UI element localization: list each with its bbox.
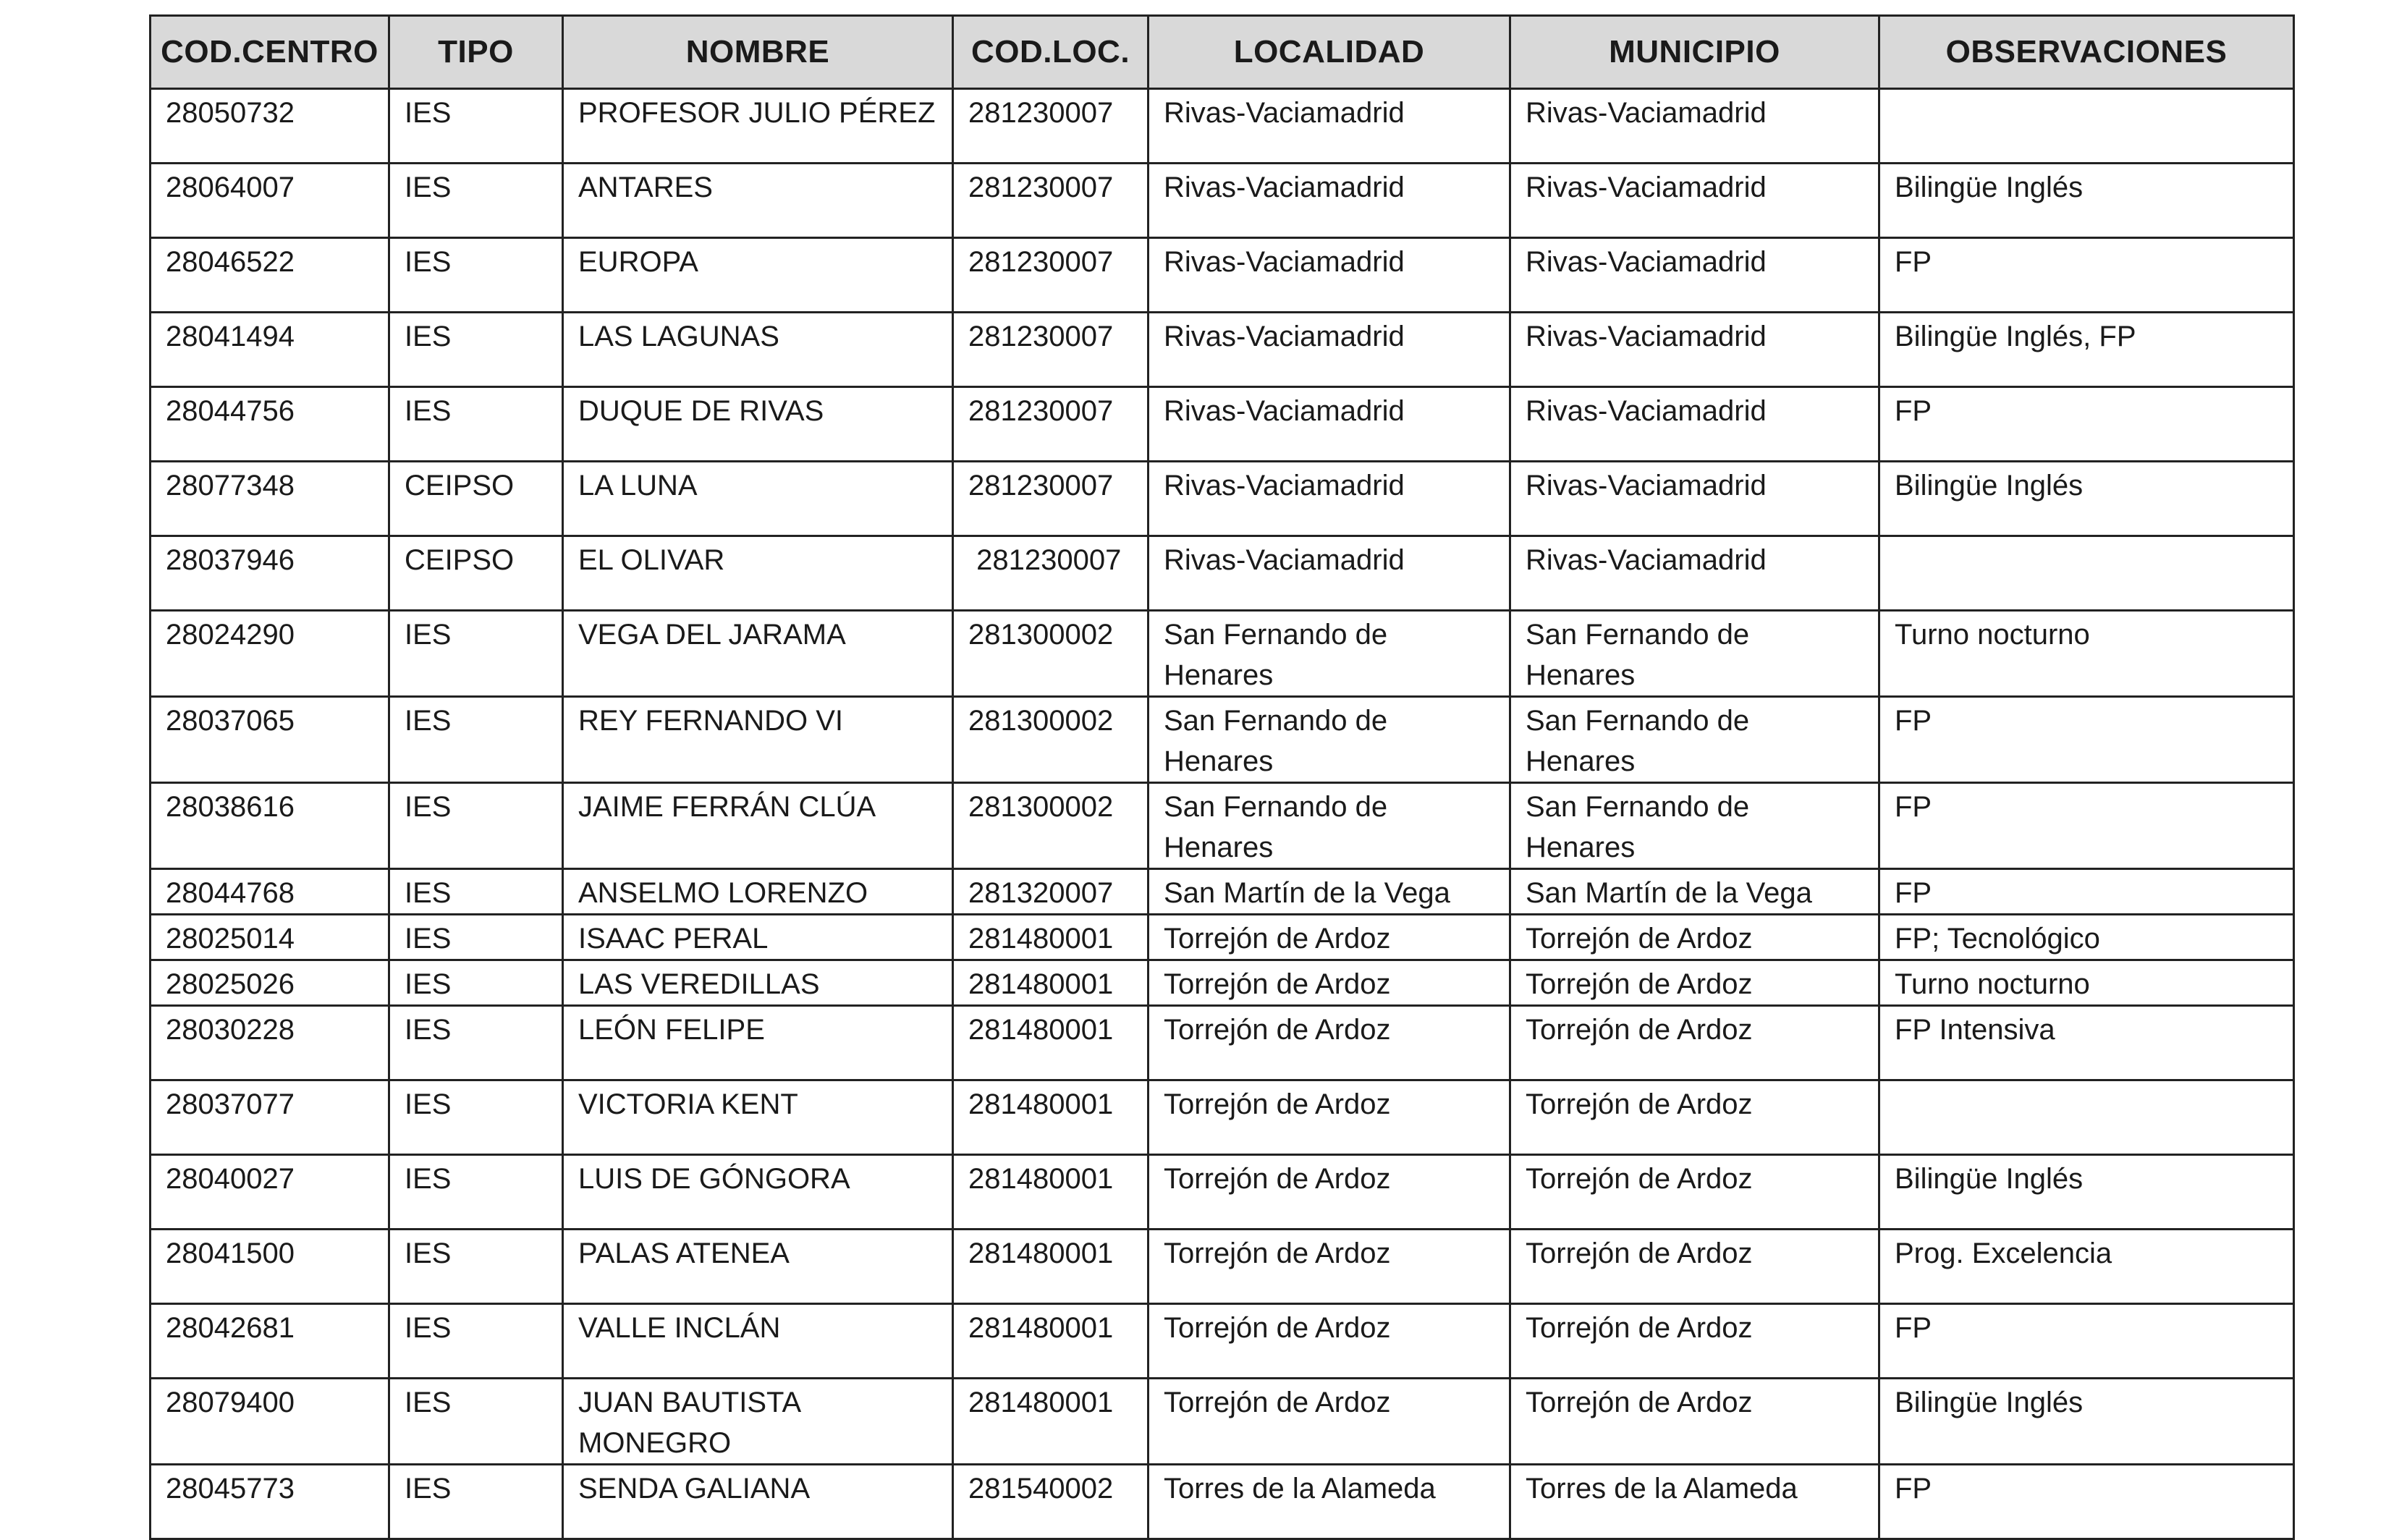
cell-cod-centro: 28025014 [151, 915, 389, 960]
cell-localidad: San Fernando de Henares [1149, 783, 1510, 869]
table-row [151, 915, 2294, 960]
cell-nombre: EUROPA [563, 238, 953, 313]
cell-tipo: IES [389, 611, 563, 697]
cell-localidad: Torrejón de Ardoz [1149, 1304, 1510, 1379]
table-row [151, 611, 2294, 697]
cell-localidad: San Fernando de Henares [1149, 697, 1510, 783]
cell-municipio: Torrejón de Ardoz [1510, 1155, 1879, 1230]
cell-tipo: IES [389, 1155, 563, 1230]
cell-municipio: Rivas-Vaciamadrid [1510, 89, 1879, 164]
cell-nombre: PALAS ATENEA [563, 1230, 953, 1304]
table-row [151, 164, 2294, 238]
cell-cod-loc: 281230007 [953, 164, 1149, 238]
cell-cod-centro: 28030228 [151, 1006, 389, 1080]
cell-cod-loc: 281230007 [953, 313, 1149, 387]
cell-nombre: LUIS DE GÓNGORA [563, 1155, 953, 1230]
cell-observaciones: FP; Tecnológico [1879, 915, 2294, 960]
cell-municipio: Rivas-Vaciamadrid [1510, 462, 1879, 536]
cell-localidad: Torrejón de Ardoz [1149, 960, 1510, 1006]
cell-tipo: IES [389, 89, 563, 164]
cell-cod-centro: 28064007 [151, 164, 389, 238]
header-municipio: MUNICIPIO [1510, 16, 1879, 89]
table-row [151, 387, 2294, 462]
cell-cod-centro: 28037946 [151, 536, 389, 611]
cell-cod-loc: 281320007 [953, 869, 1149, 915]
cell-tipo: IES [389, 1379, 563, 1465]
cell-municipio: Rivas-Vaciamadrid [1510, 313, 1879, 387]
cell-nombre: ISAAC PERAL [563, 915, 953, 960]
header-localidad: LOCALIDAD [1149, 16, 1510, 89]
cell-tipo: IES [389, 1230, 563, 1304]
cell-tipo: CEIPSO [389, 462, 563, 536]
cell-nombre: EL OLIVAR [563, 536, 953, 611]
cell-cod-centro: 28041494 [151, 313, 389, 387]
table-row [151, 1155, 2294, 1230]
cell-localidad: Torrejón de Ardoz [1149, 1230, 1510, 1304]
cell-municipio: Torrejón de Ardoz [1510, 960, 1879, 1006]
table-row [151, 313, 2294, 387]
cell-cod-centro: 28079400 [151, 1379, 389, 1465]
cell-localidad: Torrejón de Ardoz [1149, 1379, 1510, 1465]
cell-cod-centro: 28042681 [151, 1304, 389, 1379]
cell-cod-loc: 281300002 [953, 697, 1149, 783]
cell-observaciones: Turno nocturno [1879, 960, 2294, 1006]
cell-cod-centro: 28040027 [151, 1155, 389, 1230]
table-row [151, 1006, 2294, 1080]
cell-cod-loc: 281480001 [953, 1006, 1149, 1080]
cell-nombre: VEGA DEL JARAMA [563, 611, 953, 697]
table-row [151, 1465, 2294, 1539]
cell-cod-centro: 28038616 [151, 783, 389, 869]
cell-municipio: San Fernando de Henares [1510, 783, 1879, 869]
cell-nombre: PROFESOR JULIO PÉREZ [563, 89, 953, 164]
centros-table [149, 14, 2295, 1540]
cell-observaciones: FP Intensiva [1879, 1006, 2294, 1080]
table-row [151, 1080, 2294, 1155]
cell-tipo: IES [389, 1006, 563, 1080]
cell-municipio: Torrejón de Ardoz [1510, 1379, 1879, 1465]
cell-cod-centro: 28050732 [151, 89, 389, 164]
cell-observaciones: FP [1879, 238, 2294, 313]
cell-observaciones: FP [1879, 697, 2294, 783]
cell-cod-loc: 281230007 [953, 89, 1149, 164]
cell-localidad: Rivas-Vaciamadrid [1149, 387, 1510, 462]
cell-observaciones: Bilingüe Inglés [1879, 1155, 2294, 1230]
cell-cod-centro: 28044756 [151, 387, 389, 462]
table-row [151, 1379, 2294, 1465]
cell-localidad: Rivas-Vaciamadrid [1149, 164, 1510, 238]
cell-observaciones: Prog. Excelencia [1879, 1230, 2294, 1304]
cell-municipio: Torrejón de Ardoz [1510, 1230, 1879, 1304]
cell-cod-loc: 281230007 [953, 238, 1149, 313]
cell-municipio: Torrejón de Ardoz [1510, 915, 1879, 960]
header-cod-loc: COD.LOC. [953, 16, 1149, 89]
cell-cod-loc: 281300002 [953, 611, 1149, 697]
header-nombre: NOMBRE [563, 16, 953, 89]
cell-observaciones: FP [1879, 869, 2294, 915]
header-cod-centro: COD.CENTRO [151, 16, 389, 89]
cell-cod-centro: 28037077 [151, 1080, 389, 1155]
table-row [151, 1230, 2294, 1304]
cell-nombre: VICTORIA KENT [563, 1080, 953, 1155]
cell-nombre: JUAN BAUTISTA MONEGRO [563, 1379, 953, 1465]
cell-nombre: LAS VEREDILLAS [563, 960, 953, 1006]
table-row [151, 536, 2294, 611]
cell-cod-loc: 281300002 [953, 783, 1149, 869]
table-row [151, 869, 2294, 915]
cell-observaciones: FP [1879, 1304, 2294, 1379]
cell-cod-centro: 28077348 [151, 462, 389, 536]
cell-municipio: San Fernando de Henares [1510, 697, 1879, 783]
cell-observaciones: Turno nocturno [1879, 611, 2294, 697]
cell-cod-loc: 281480001 [953, 915, 1149, 960]
cell-nombre: REY FERNANDO VI [563, 697, 953, 783]
cell-localidad: Rivas-Vaciamadrid [1149, 536, 1510, 611]
cell-tipo: IES [389, 313, 563, 387]
cell-tipo: IES [389, 869, 563, 915]
cell-cod-centro: 28025026 [151, 960, 389, 1006]
cell-cod-loc: 281480001 [953, 1304, 1149, 1379]
cell-municipio: Torrejón de Ardoz [1510, 1080, 1879, 1155]
cell-nombre: ANTARES [563, 164, 953, 238]
cell-observaciones: Bilingüe Inglés, FP [1879, 313, 2294, 387]
table-row [151, 697, 2294, 783]
cell-cod-loc: 281230007 [953, 462, 1149, 536]
cell-tipo: IES [389, 915, 563, 960]
cell-municipio: San Martín de la Vega [1510, 869, 1879, 915]
cell-tipo: IES [389, 387, 563, 462]
cell-tipo: IES [389, 1465, 563, 1539]
cell-observaciones: Bilingüe Inglés [1879, 164, 2294, 238]
table-row [151, 238, 2294, 313]
cell-tipo: IES [389, 1080, 563, 1155]
cell-localidad: Torres de la Alameda [1149, 1465, 1510, 1539]
cell-municipio: Rivas-Vaciamadrid [1510, 164, 1879, 238]
cell-tipo: IES [389, 1304, 563, 1379]
cell-localidad: Torrejón de Ardoz [1149, 1080, 1510, 1155]
cell-tipo: IES [389, 164, 563, 238]
cell-cod-loc: 281230007 [953, 387, 1149, 462]
cell-nombre: SENDA GALIANA [563, 1465, 953, 1539]
table-row [151, 1304, 2294, 1379]
cell-observaciones [1879, 536, 2294, 611]
cell-cod-loc: 281230007 [953, 536, 1149, 611]
cell-observaciones: FP [1879, 1465, 2294, 1539]
table-header-row [151, 16, 2294, 89]
cell-localidad: Rivas-Vaciamadrid [1149, 313, 1510, 387]
cell-nombre: DUQUE DE RIVAS [563, 387, 953, 462]
cell-cod-centro: 28046522 [151, 238, 389, 313]
table-row [151, 960, 2294, 1006]
cell-municipio: Rivas-Vaciamadrid [1510, 536, 1879, 611]
cell-tipo: IES [389, 238, 563, 313]
cell-localidad: Rivas-Vaciamadrid [1149, 238, 1510, 313]
centros-table-container [149, 14, 2293, 1540]
cell-cod-loc: 281480001 [953, 1230, 1149, 1304]
cell-nombre: LEÓN FELIPE [563, 1006, 953, 1080]
cell-cod-centro: 28044768 [151, 869, 389, 915]
cell-localidad: Torrejón de Ardoz [1149, 1006, 1510, 1080]
cell-cod-loc: 281540002 [953, 1465, 1149, 1539]
cell-cod-loc: 281480001 [953, 1379, 1149, 1465]
cell-cod-centro: 28045773 [151, 1465, 389, 1539]
cell-cod-centro: 28024290 [151, 611, 389, 697]
cell-cod-centro: 28037065 [151, 697, 389, 783]
cell-cod-centro: 28041500 [151, 1230, 389, 1304]
cell-localidad: San Martín de la Vega [1149, 869, 1510, 915]
cell-municipio: Torres de la Alameda [1510, 1465, 1879, 1539]
cell-cod-loc: 281480001 [953, 960, 1149, 1006]
cell-cod-loc: 281480001 [953, 1155, 1149, 1230]
table-row [151, 89, 2294, 164]
cell-cod-loc: 281480001 [953, 1080, 1149, 1155]
cell-observaciones: Bilingüe Inglés [1879, 462, 2294, 536]
cell-localidad: Rivas-Vaciamadrid [1149, 89, 1510, 164]
cell-tipo: IES [389, 697, 563, 783]
header-observaciones: OBSERVACIONES [1879, 16, 2294, 89]
cell-localidad: San Fernando de Henares [1149, 611, 1510, 697]
cell-municipio: Torrejón de Ardoz [1510, 1006, 1879, 1080]
header-tipo: TIPO [389, 16, 563, 89]
cell-municipio: San Fernando de Henares [1510, 611, 1879, 697]
cell-observaciones: FP [1879, 783, 2294, 869]
cell-observaciones: Bilingüe Inglés [1879, 1379, 2294, 1465]
cell-nombre: VALLE INCLÁN [563, 1304, 953, 1379]
cell-tipo: IES [389, 783, 563, 869]
table-row [151, 462, 2294, 536]
cell-observaciones [1879, 89, 2294, 164]
cell-tipo: CEIPSO [389, 536, 563, 611]
cell-nombre: LAS LAGUNAS [563, 313, 953, 387]
cell-tipo: IES [389, 960, 563, 1006]
cell-nombre: JAIME FERRÁN CLÚA [563, 783, 953, 869]
cell-observaciones: FP [1879, 387, 2294, 462]
cell-nombre: ANSELMO LORENZO [563, 869, 953, 915]
cell-localidad: Torrejón de Ardoz [1149, 915, 1510, 960]
cell-observaciones [1879, 1080, 2294, 1155]
cell-municipio: Torrejón de Ardoz [1510, 1304, 1879, 1379]
cell-municipio: Rivas-Vaciamadrid [1510, 238, 1879, 313]
cell-localidad: Torrejón de Ardoz [1149, 1155, 1510, 1230]
cell-nombre: LA LUNA [563, 462, 953, 536]
table-row [151, 783, 2294, 869]
cell-localidad: Rivas-Vaciamadrid [1149, 462, 1510, 536]
cell-municipio: Rivas-Vaciamadrid [1510, 387, 1879, 462]
